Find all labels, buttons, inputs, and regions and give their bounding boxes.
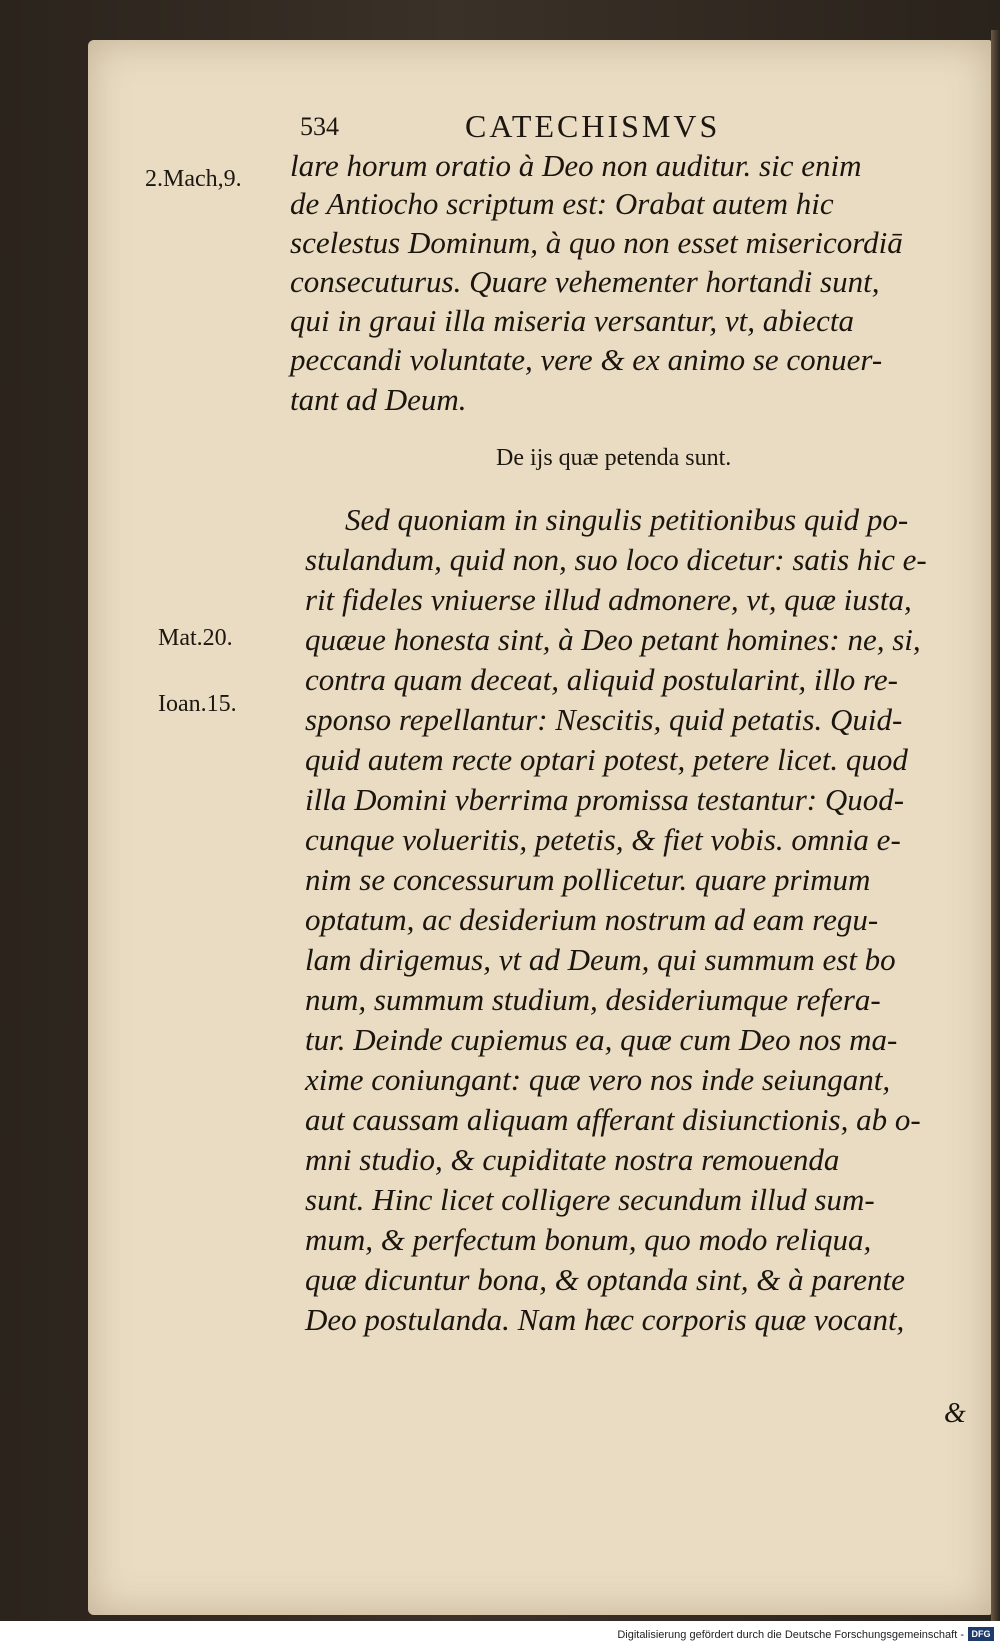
text-line: sponso repellantur: Nescitis, quid petatis. Quid- bbox=[305, 702, 903, 737]
text-line: sunt. Hinc licet colligere secundum illud sum- bbox=[305, 1182, 875, 1217]
text-line: Sed quoniam in singulis petitionibus quid po- bbox=[345, 502, 909, 537]
text-line: cunque volueritis, petetis, & fiet vobis. omnia e- bbox=[305, 822, 901, 857]
marginal-note-2-mach: 2.Mach,9. bbox=[145, 166, 242, 192]
text-line: scelestus Dominum, à quo non esset misericordiā bbox=[290, 225, 903, 260]
section-heading: De ijs quæ petenda sunt. bbox=[496, 445, 732, 471]
marginal-note-mat: Mat.20. bbox=[158, 625, 233, 651]
text-line: Deo postulanda. Nam hæc corporis quæ vocant, bbox=[305, 1302, 905, 1337]
catchword: & bbox=[944, 1398, 966, 1429]
text-line: aut caussam aliquam afferant disiunctionis, ab o- bbox=[305, 1102, 921, 1137]
text-line: illa Domini vberrima promissa testantur: Quod- bbox=[305, 782, 905, 817]
text-line: quæ dicuntur bona, & optanda sint, & à parente bbox=[305, 1262, 905, 1297]
text-line: mni studio, & cupiditate nostra remouenda bbox=[305, 1142, 840, 1177]
text-line: lam dirigemus, vt ad Deum, qui summum est bo bbox=[305, 942, 896, 977]
text-line: stulandum, quid non, suo loco dicetur: satis hic e- bbox=[305, 542, 927, 577]
text-line: xime coniungant: quæ vero nos inde seiungant, bbox=[305, 1062, 891, 1097]
running-title: CATECHISMVS bbox=[465, 108, 721, 144]
book-edge bbox=[991, 30, 1000, 1625]
text-line: rit fideles vniuerse illud admonere, vt, quæ iusta, bbox=[305, 582, 912, 617]
text-line: mum, & perfectum bonum, quo modo reliqua, bbox=[305, 1222, 872, 1257]
text-line: tur. Deinde cupiemus ea, quæ cum Deo nos ma- bbox=[305, 1022, 898, 1057]
text-line: lare horum oratio à Deo non auditur. sic enim bbox=[290, 148, 862, 183]
text-line: de Antiocho scriptum est: Orabat autem hic bbox=[290, 186, 834, 221]
text-line: tant ad Deum. bbox=[290, 382, 467, 417]
dfg-logo: DFG bbox=[968, 1627, 994, 1641]
text-line: contra quam deceat, aliquid postularint, illo re- bbox=[305, 662, 898, 697]
text-line: quæue honesta sint, à Deo petant homines: ne, si, bbox=[305, 622, 921, 657]
text-line: consecuturus. Quare vehementer hortandi sunt, bbox=[290, 264, 880, 299]
text-line: num, summum studium, desideriumque refera- bbox=[305, 982, 881, 1017]
footer-bar bbox=[0, 1621, 1000, 1645]
page-number: 534 bbox=[300, 112, 339, 141]
text-line: nim se concessurum pollicetur. quare primum bbox=[305, 862, 871, 897]
text-line: peccandi voluntate, vere & ex animo se conuer- bbox=[290, 342, 883, 377]
footer-credit: Digitalisierung gefördert durch die Deutsche Forschungsgemeinschaft - bbox=[617, 1629, 964, 1641]
text-line: quid autem recte optari potest, petere licet. quod bbox=[305, 742, 908, 777]
text-line: optatum, ac desiderium nostrum ad eam regu- bbox=[305, 902, 879, 937]
text-line: qui in graui illa miseria versantur, vt, abiecta bbox=[290, 303, 854, 338]
marginal-note-ioan: Ioan.15. bbox=[158, 691, 237, 717]
